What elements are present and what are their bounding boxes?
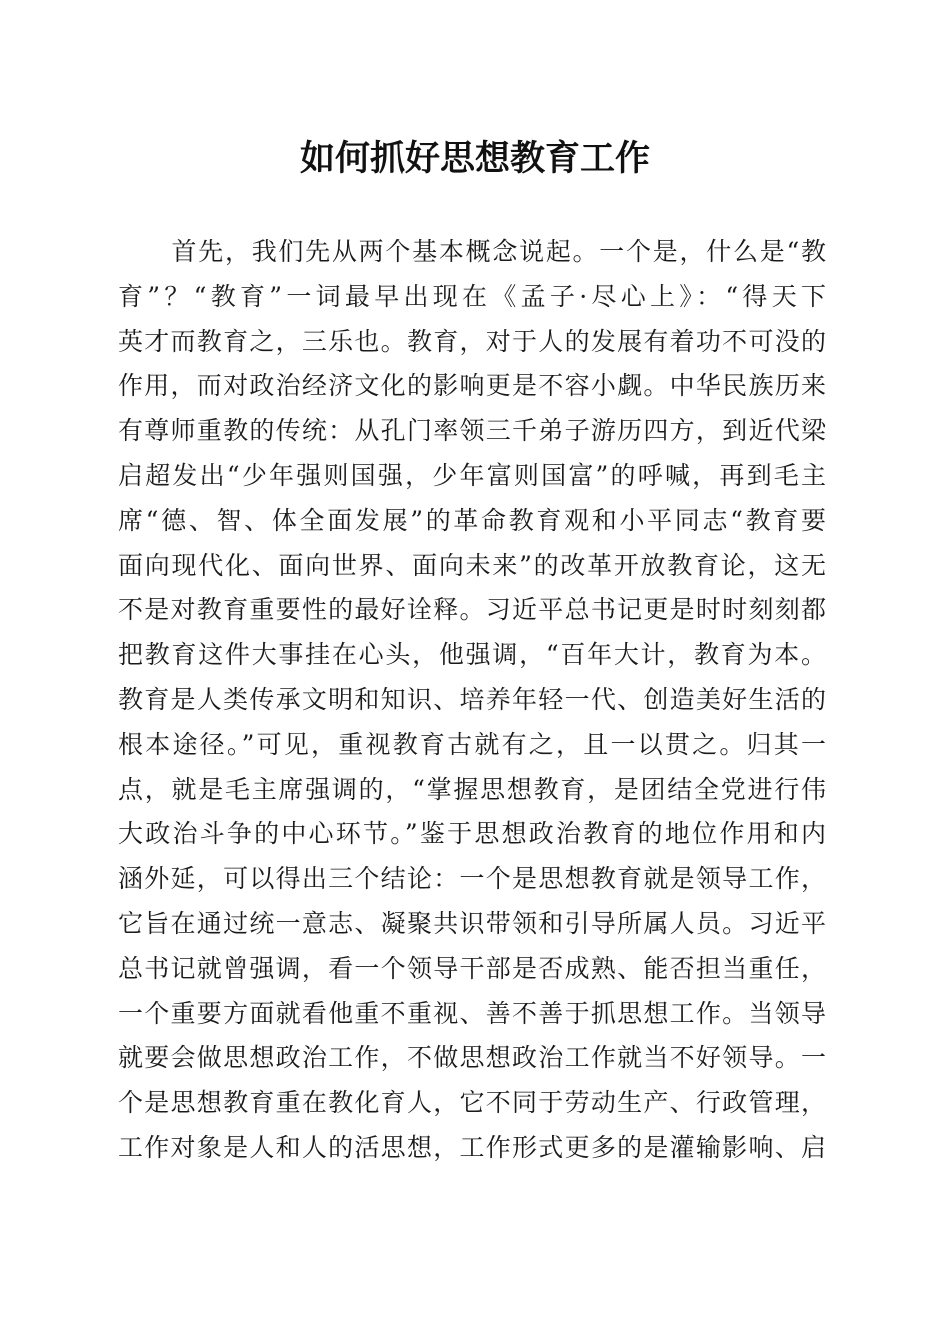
text-line: 英才而教育之，三乐也。教育，对于人的发展有着功不可没的	[118, 326, 826, 356]
text-line: 不是对教育重要性的最好诠释。习近平总书记更是时时刻刻都	[118, 595, 826, 625]
text-line: 作用，而对政治经济文化的影响更是不容小觑。中华民族历来	[118, 371, 826, 401]
text-line: 它旨在通过统一意志、凝聚共识带领和引导所属人员。习近平	[118, 908, 826, 938]
text-line: 面向现代化、面向世界、面向未来”的改革开放教育论，这无	[118, 550, 826, 580]
text-line: 有尊师重教的传统：从孔门率领三千弟子游历四方，到近代梁	[118, 416, 826, 446]
document-title: 如何抓好思想教育工作	[299, 138, 650, 179]
text-line: 席“德、智、体全面发展”的革命教育观和小平同志“教育要	[118, 505, 826, 535]
text-line: 启超发出“少年强则国强，少年富则国富”的呼喊，再到毛主	[118, 460, 826, 490]
text-line: 点，就是毛主席强调的，“掌握思想教育，是团结全党进行伟	[118, 774, 826, 804]
text-line: 一个重要方面就看他重不重视、善不善于抓思想工作。当领导	[118, 998, 826, 1028]
text-line: 教育是人类传承文明和知识、培养年轻一代、创造美好生活的	[118, 684, 826, 714]
text-line: 总书记就曾强调，看一个领导干部是否成熟、能否担当重任，	[118, 953, 826, 983]
text-line: 大政治斗争的中心环节。”鉴于思想政治教育的地位作用和内	[118, 819, 826, 849]
body-paragraph	[118, 230, 826, 1171]
text-line: 个是思想教育重在教化育人，它不同于劳动生产、行政管理，	[118, 1088, 826, 1118]
text-line: 根本途径。”可见，重视教育古就有之，且一以贯之。归其一	[118, 729, 826, 759]
text-line: 工作对象是人和人的活思想，工作形式更多的是灌输影响、启	[118, 1132, 826, 1162]
text-line: 就要会做思想政治工作，不做思想政治工作就当不好领导。一	[118, 1043, 826, 1073]
text-line: 育”？“教育”一词最早出现在《孟子·尽心上》：“得天下	[118, 281, 826, 311]
text-line: 首先，我们先从两个基本概念说起。一个是，什么是“教	[118, 237, 826, 266]
text-line: 涵外延，可以得出三个结论：一个是思想教育就是领导工作，	[118, 864, 826, 894]
text-line: 把教育这件大事挂在心头，他强调，“百年大计，教育为本。	[118, 640, 826, 670]
